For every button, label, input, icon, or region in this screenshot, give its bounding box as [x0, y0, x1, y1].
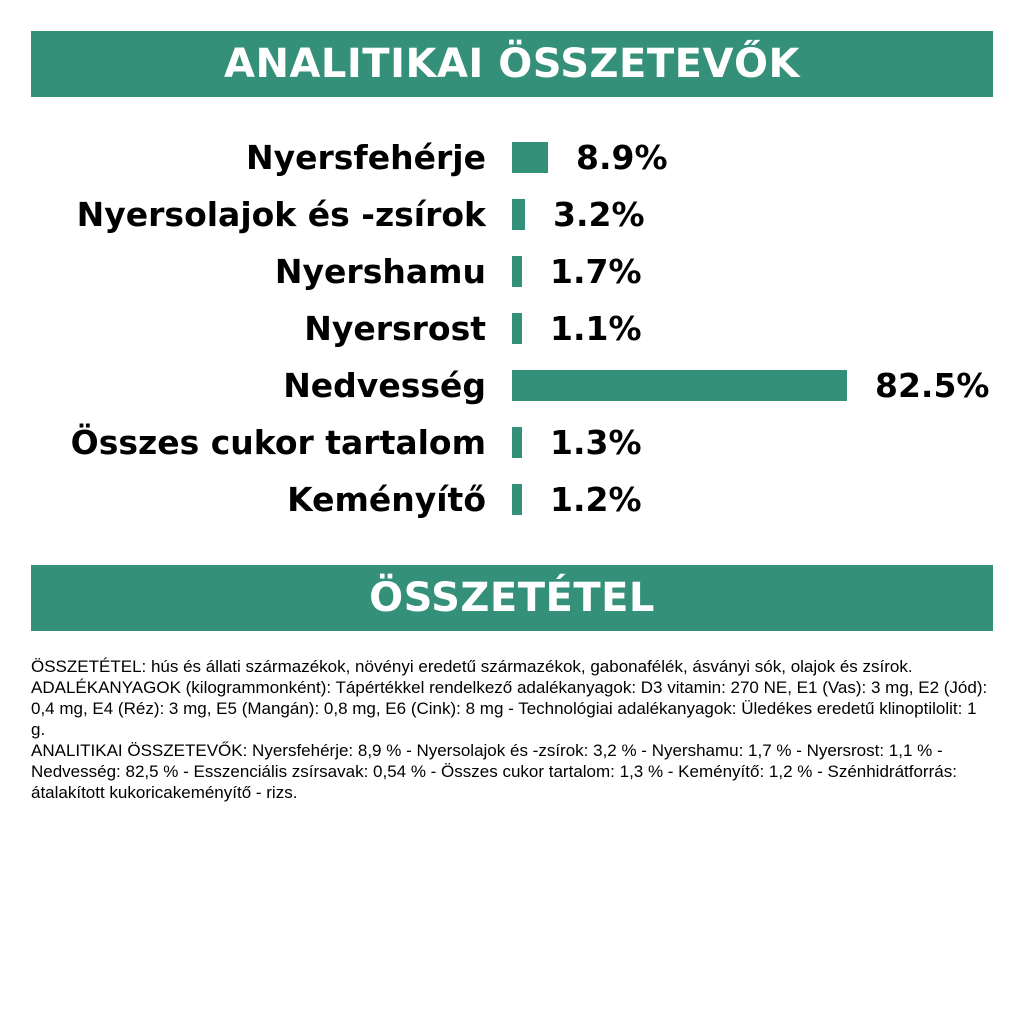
chart-bar [512, 142, 548, 173]
chart-category-label: Összes cukor tartalom [70, 423, 486, 462]
chart-row [0, 138, 1024, 178]
chart-bar [512, 427, 522, 458]
chart-value-label: 8.9% [576, 138, 668, 177]
chart-row [0, 423, 1024, 463]
chart-value-label: 1.7% [550, 252, 642, 291]
composition-text [31, 656, 993, 803]
chart-bar [512, 199, 525, 230]
chart-bar [512, 313, 522, 344]
chart-row [0, 309, 1024, 349]
chart-category-label: Keményítő [287, 480, 486, 519]
chart-bar [512, 256, 522, 287]
chart-row [0, 366, 1024, 406]
chart-value-label: 1.2% [550, 480, 642, 519]
chart-category-label: Nyersrost [304, 309, 486, 348]
composition-header [31, 565, 993, 631]
composition-title: ÖSSZETÉTEL [369, 575, 655, 621]
chart-value-label: 3.2% [553, 195, 645, 234]
chart-value-label: 82.5% [875, 366, 990, 405]
analytical-paragraph: ANALITIKAI ÖSSZETEVŐK: Nyersfehérje: 8,9 % - Nyersolajok és -zsírok: 3,2 % - Nyershamu: 1,7 % - Nyersrost: 1,1 % - Nedvesség: 82,5 % - Esszenciális zsírsavak: 0,54 % - Összes cukor tartalom: 1,3 % - Keményítő: 1,2 % - Szénhidrátforrás: átalakított kukoricakeményítő - rizs. [31, 741, 957, 802]
analytical-title: ANALITIKAI ÖSSZETEVŐK [224, 41, 800, 87]
chart-category-label: Nedvesség [283, 366, 486, 405]
chart-category-label: Nyersolajok és -zsírok [76, 195, 486, 234]
chart-category-label: Nyersfehérje [245, 138, 486, 177]
chart-value-label: 1.3% [550, 423, 642, 462]
chart-row [0, 480, 1024, 520]
additives-paragraph: ADALÉKANYAGOK (kilogrammonként): Tápértékkel rendelkező adalékanyagok: D3 vitamin: 270 NE, E1 (Vas): 3 mg, E2 (Jód): 0,4 mg, E4 (Réz): 3 mg, E5 (Mangán): 0,8 mg, E6 (Cink): 8 mg - Technológiai adalékanyagok: Üledékes eredetű klinoptilolit: 1 g. [31, 678, 988, 739]
chart-row [0, 252, 1024, 292]
chart-bar [512, 484, 522, 515]
chart-value-label: 1.1% [550, 309, 642, 348]
chart-row [0, 195, 1024, 235]
composition-paragraph: ÖSSZETÉTEL: hús és állati származékok, növényi eredetű származékok, gabonafélék, ásványi sók, olajok és zsírok. [31, 657, 913, 676]
chart-bar [512, 370, 847, 401]
chart-category-label: Nyershamu [274, 252, 486, 291]
